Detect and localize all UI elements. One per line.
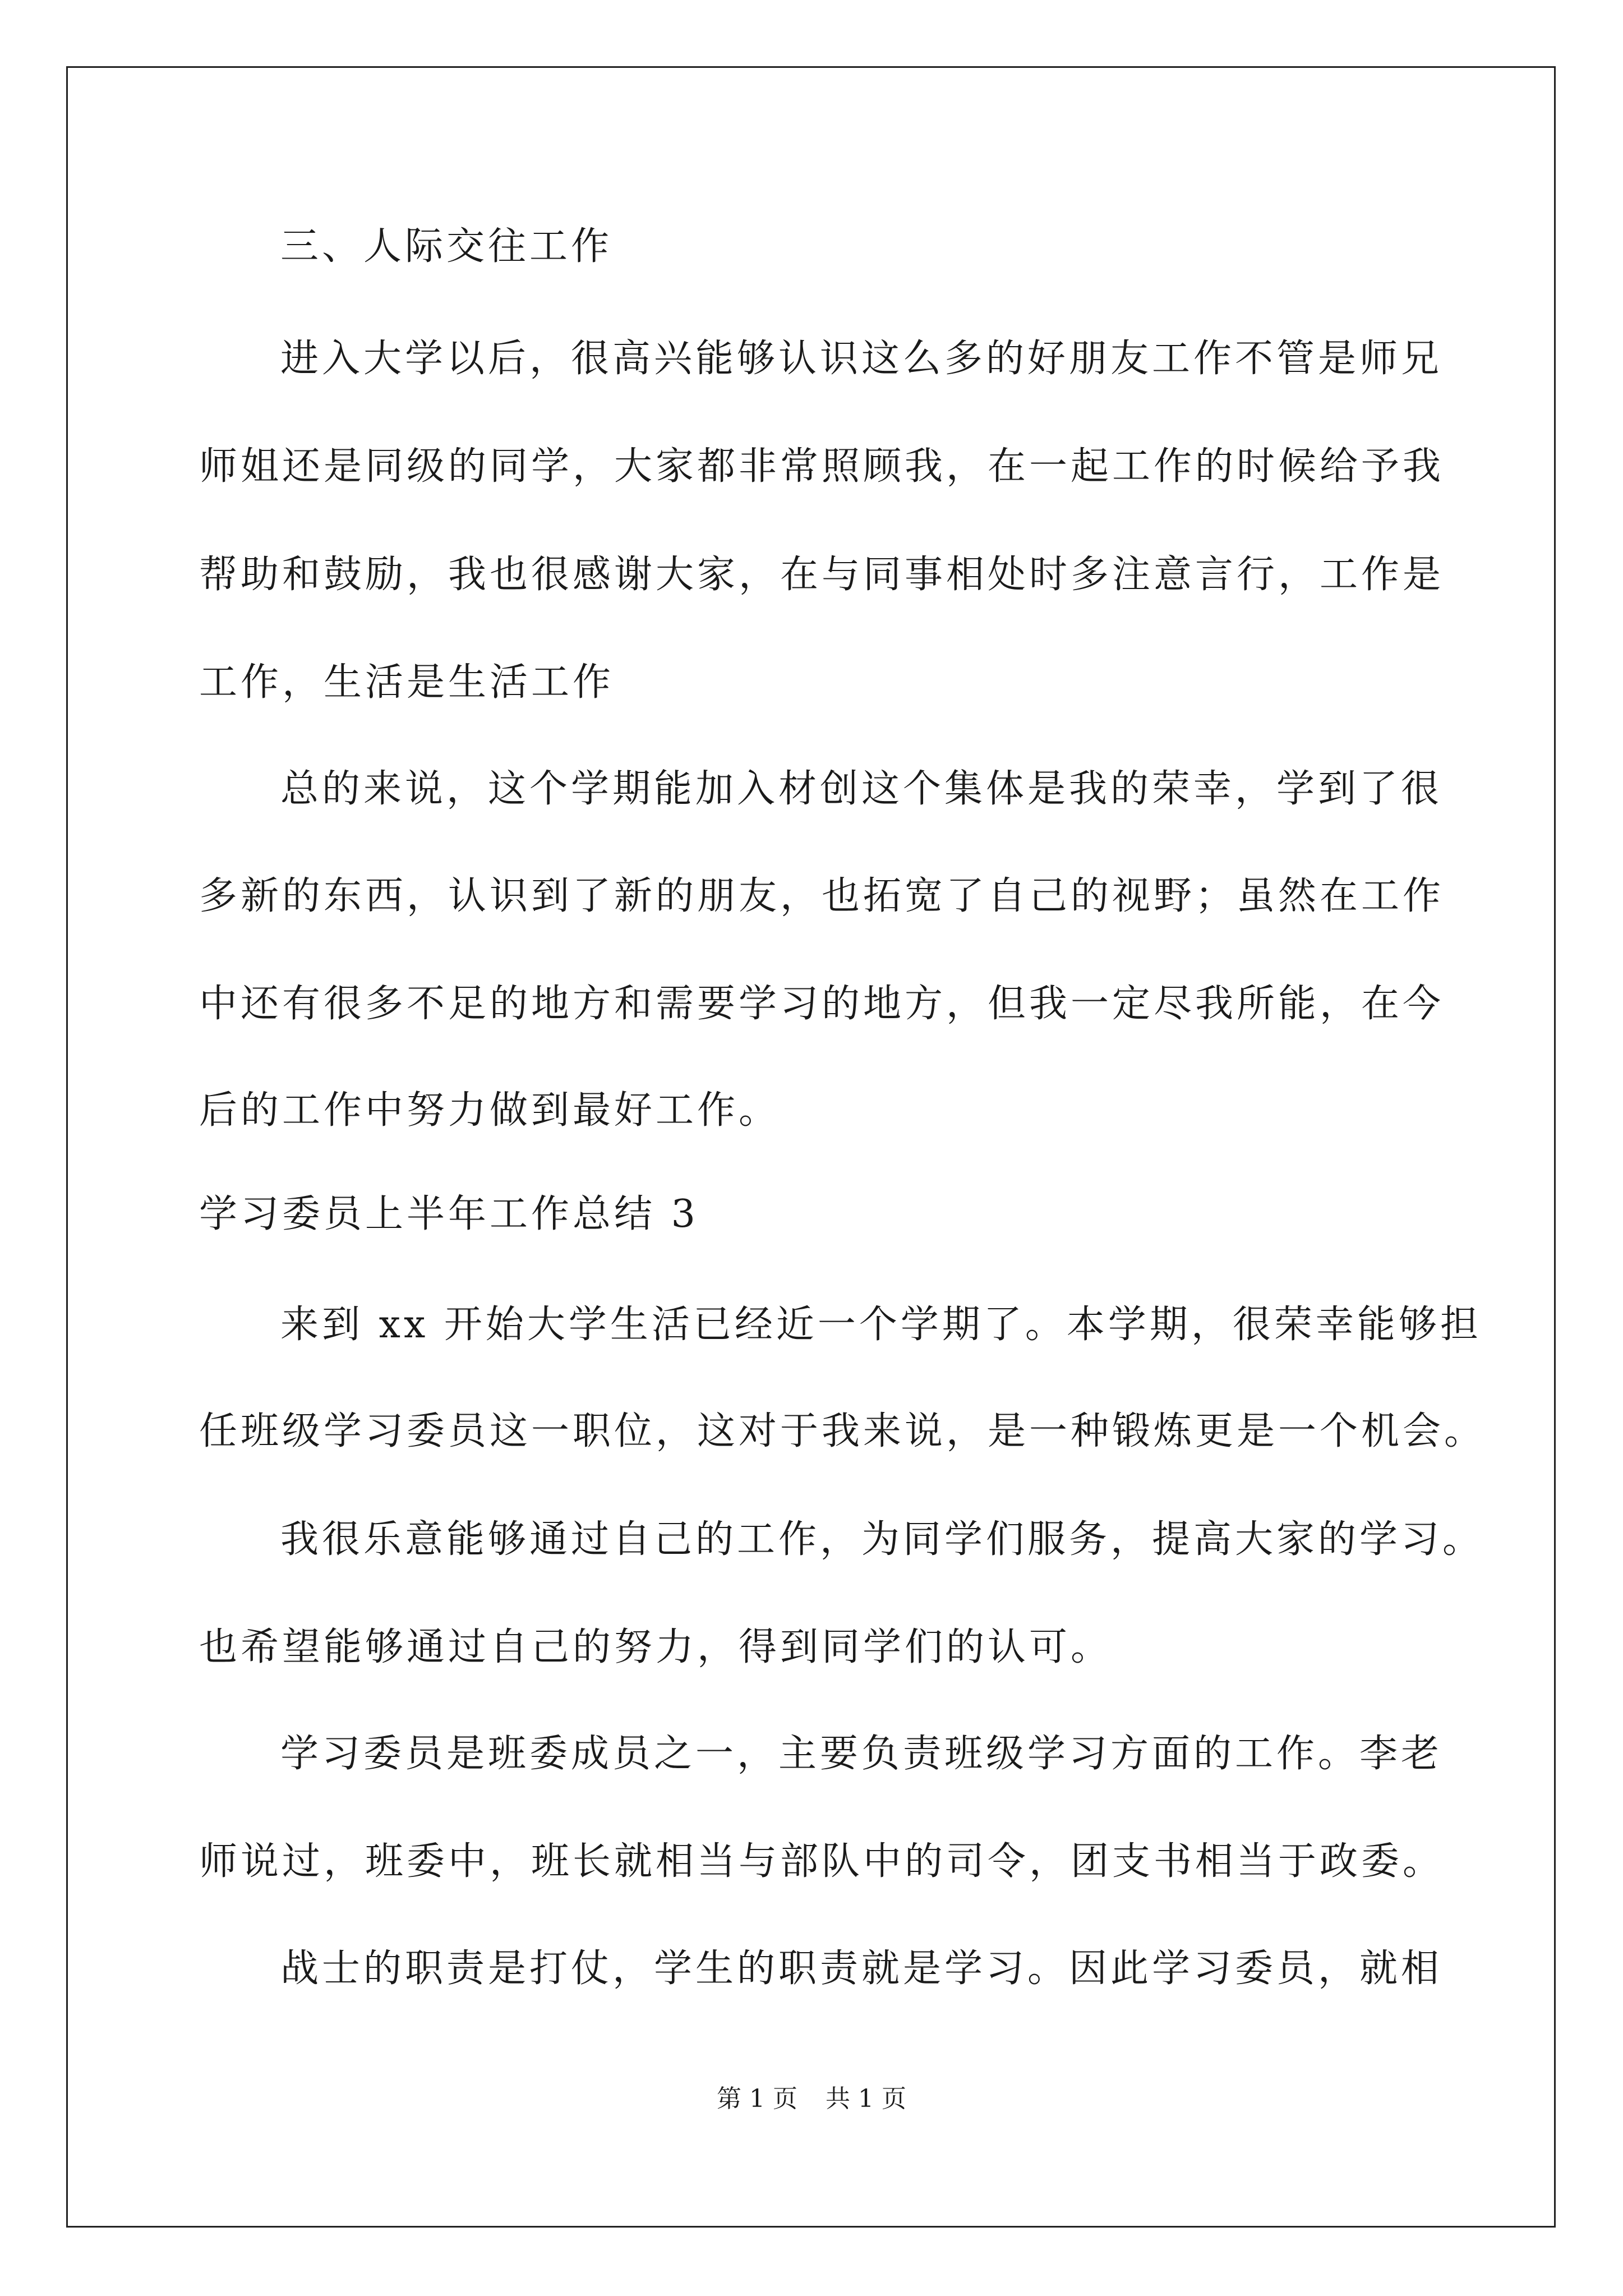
paragraph-line: 师说过，班委中，班长就相当与部队中的司令，团支书相当于政委。	[199, 1839, 1445, 1884]
paragraph-line: 工作，生活是生活工作	[199, 660, 615, 705]
paragraph-line: 战士的职责是打仗，学生的职责就是学习。因此学习委员，就相	[280, 1947, 1443, 1991]
paragraph-line: 学习委员是班委成员之一，主要负责班级学习方面的工作。李老	[280, 1732, 1443, 1776]
paragraph-line: 中还有很多不足的地方和需要学习的地方，但我一定尽我所能，在今	[199, 982, 1445, 1026]
paragraph-line: 我很乐意能够通过自己的工作，为同学们服务，提高大家的学习。	[280, 1517, 1484, 1562]
page-border	[66, 66, 1556, 2228]
document-title: 学习委员上半年工作总结 3	[199, 1192, 699, 1236]
page-footer	[0, 2082, 1623, 2116]
paragraph-line: 也希望能够通过自己的努力，得到同学们的认可。	[199, 1625, 1113, 1669]
paragraph-line: 师姐还是同级的同学，大家都非常照顾我，在一起工作的时候给予我	[199, 444, 1445, 489]
section-heading: 三、人际交往工作	[280, 224, 613, 269]
paragraph-line: 总的来说，这个学期能加入材创这个集体是我的荣幸，学到了很	[280, 767, 1443, 811]
paragraph-line: 进入大学以后，很高兴能够认识这么多的好朋友工作不管是师兄	[280, 337, 1443, 381]
paragraph-line: 来到 xx 开始大学生活已经近一个学期了。本学期，很荣幸能够担	[280, 1303, 1482, 1347]
paragraph-line: 后的工作中努力做到最好工作。	[199, 1088, 781, 1133]
page-number-current: 第 1 页	[717, 2085, 797, 2113]
paragraph-line: 多新的东西，认识到了新的朋友，也拓宽了自己的视野；虽然在工作	[199, 874, 1445, 918]
paragraph-line: 帮助和鼓励，我也很感谢大家，在与同事相处时多注意言行，工作是	[199, 553, 1445, 597]
paragraph-line: 任班级学习委员这一职位，这对于我来说，是一种锻炼更是一个机会。	[199, 1409, 1486, 1453]
page-number-total: 共 1 页	[826, 2085, 906, 2113]
